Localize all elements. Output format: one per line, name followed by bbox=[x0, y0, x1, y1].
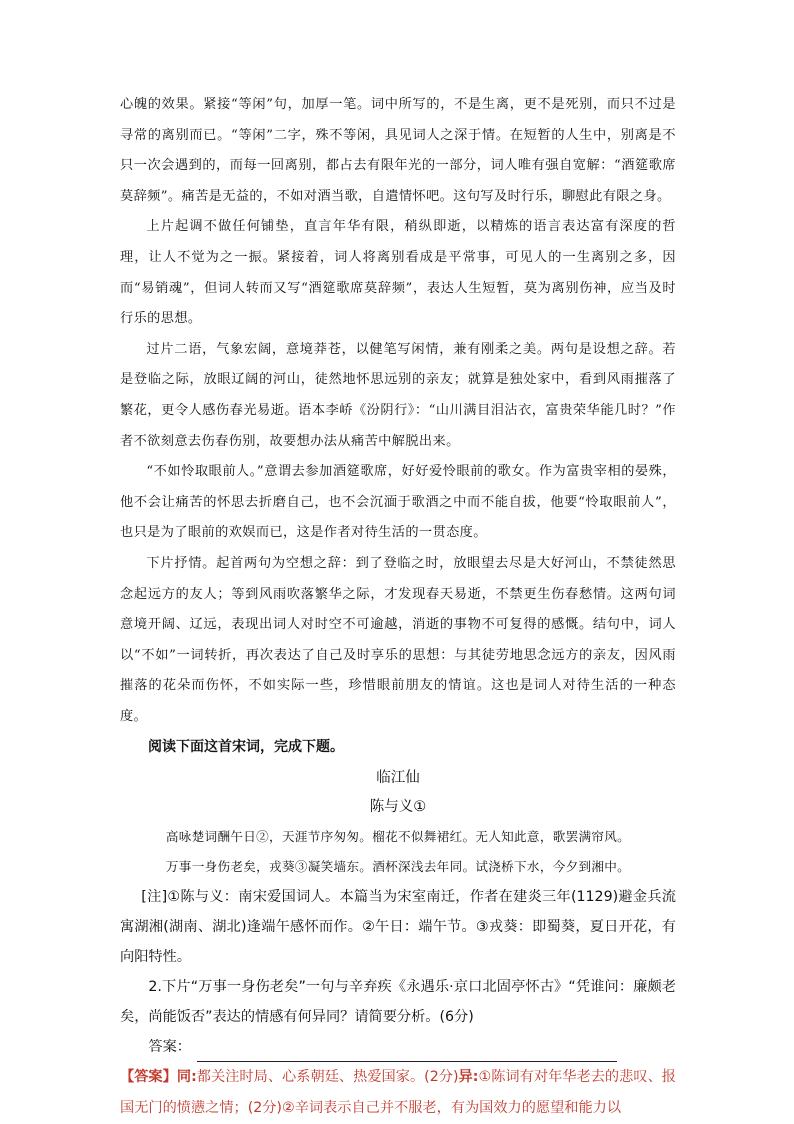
answer-same-label: 同: bbox=[176, 1069, 197, 1086]
answer-diff-text: ①陈词有对年华老去的悲叹、报国无门的愤懑之情；(2分)②辛词表示自己并不服老，有为国效力的愿望和能力以 bbox=[120, 1069, 676, 1117]
answer-field-row bbox=[120, 1032, 676, 1062]
poem-author: 陈与义① bbox=[369, 799, 427, 816]
answer-text bbox=[120, 1062, 676, 1124]
answer-blank-line[interactable] bbox=[197, 1043, 617, 1062]
answer-tag: 【答案】 bbox=[120, 1069, 177, 1086]
paragraph-1: 心魄的效果。紧接“等闲”句，加厚一笔。词中所写的，不是生离，更不是死别，而只不过是寻常的离别而已。“等闲”二字，殊不等闲，具见词人之深于情。在短暂的人生中，别离是不只一次会遇到的，而每一回离别，都占去有限年光的一部分，词人唯有强自宽解：“酒筵歌席莫辞频”。痛苦是无益的，不如对酒当歌，自遣情怀吧。这句写及时行乐，聊慰此有限之身。 bbox=[120, 97, 676, 204]
document-content bbox=[120, 90, 676, 1124]
poem-title: 临江仙 bbox=[376, 770, 420, 787]
poem-line-1: 高咏楚词酬午日②，天涯节序匆匆。榴花不似舞裙红。无人知此意，歌罢满帘风。 bbox=[165, 829, 631, 845]
answer-same-text: 都关注时局、心系朝廷、热爱国家。(2分) bbox=[196, 1069, 459, 1086]
reading-instruction: 阅读下面这首宋词，完成下题。 bbox=[148, 739, 344, 756]
poem-line-2: 万事一身伤老矣，戎葵③凝笑墙东。酒杯深浅去年同。试浇桥下水，今夕到湘中。 bbox=[165, 859, 631, 875]
paragraph-5: 下片抒情。起首两句为空想之辞：到了登临之时，放眼望去尽是大好河山，不禁徒然思念起远方的友人；等到风雨吹落繁华之际，才发现春天易逝，不禁更生伤春愁情。这两句词意境开阔、辽远，表现出词人对时空不可逾越，消逝的事物不可复得的感慨。结句中，词人以“不如”一词转折，再次表达了自己及时享乐的思想：与其徒劳地思念远方的亲友，因风雨摧落的花朵而伤怀，不如实际一些，珍惜眼前朋友的情谊。这也是词人对待生活的一种态度。 bbox=[120, 555, 676, 724]
paragraph-2: 上片起调不做任何铺垫，直言年华有限，稍纵即逝，以精炼的语言表达富有深度的哲理，让人不觉为之一振。紧接着，词人将离别看成是平常事，可见人的一生离别之多，因而“易销魂”，但词人转而又写“酒筵歌席莫辞频”，表达人生短暂，莫为离别伤神，应当及时行乐的思想。 bbox=[120, 219, 676, 327]
poem-notes: [注]①陈与义：南宋爱国词人。本篇当为宋室南迁，作者在建炎三年(1129)避金兵流寓湖湘(湖南、湖北)逢端午感怀而作。②午日：端午节。③戎葵：即蜀葵，夏日开花，有向阳特性。 bbox=[120, 889, 676, 966]
answer-diff-label: 异: bbox=[458, 1069, 479, 1086]
paragraph-4: “不如怜取眼前人。”意谓去参加酒筵歌席，好好爱怜眼前的歌女。作为富贵宰相的晏殊，他不会让痛苦的怀思去折磨自己，也不会沉湎于歌酒之中而不能自拔，他要“怜取眼前人”，也只是为了眼前的欢娱而已，这是作者对待生活的一贯态度。 bbox=[120, 464, 676, 541]
answer-label: 答案： bbox=[148, 1039, 191, 1056]
paragraph-3: 过片二语，气象宏阔，意境莽苍，以健笔写闲情，兼有刚柔之美。两句是设想之辞。若是登临之际，放眼辽阔的河山，徒然地怀思远别的亲友；就算是独处家中，看到风雨摧落了繁花，更令人感伤春光易逝。语本李峤《汾阴行》：“山川满目泪沾衣，富贵荣华能几时？”作者不欲刻意去伤春伤别，故要想办法从痛苦中解脱出来。 bbox=[120, 341, 676, 449]
question-2: 2.下片“万事一身伤老矣”一句与辛弃疾《永遇乐·京口北固亭怀古》“凭谁问：廉颇老矣，尚能饭否”表达的情感有何异同？请简要分析。(6分) bbox=[120, 979, 676, 1026]
